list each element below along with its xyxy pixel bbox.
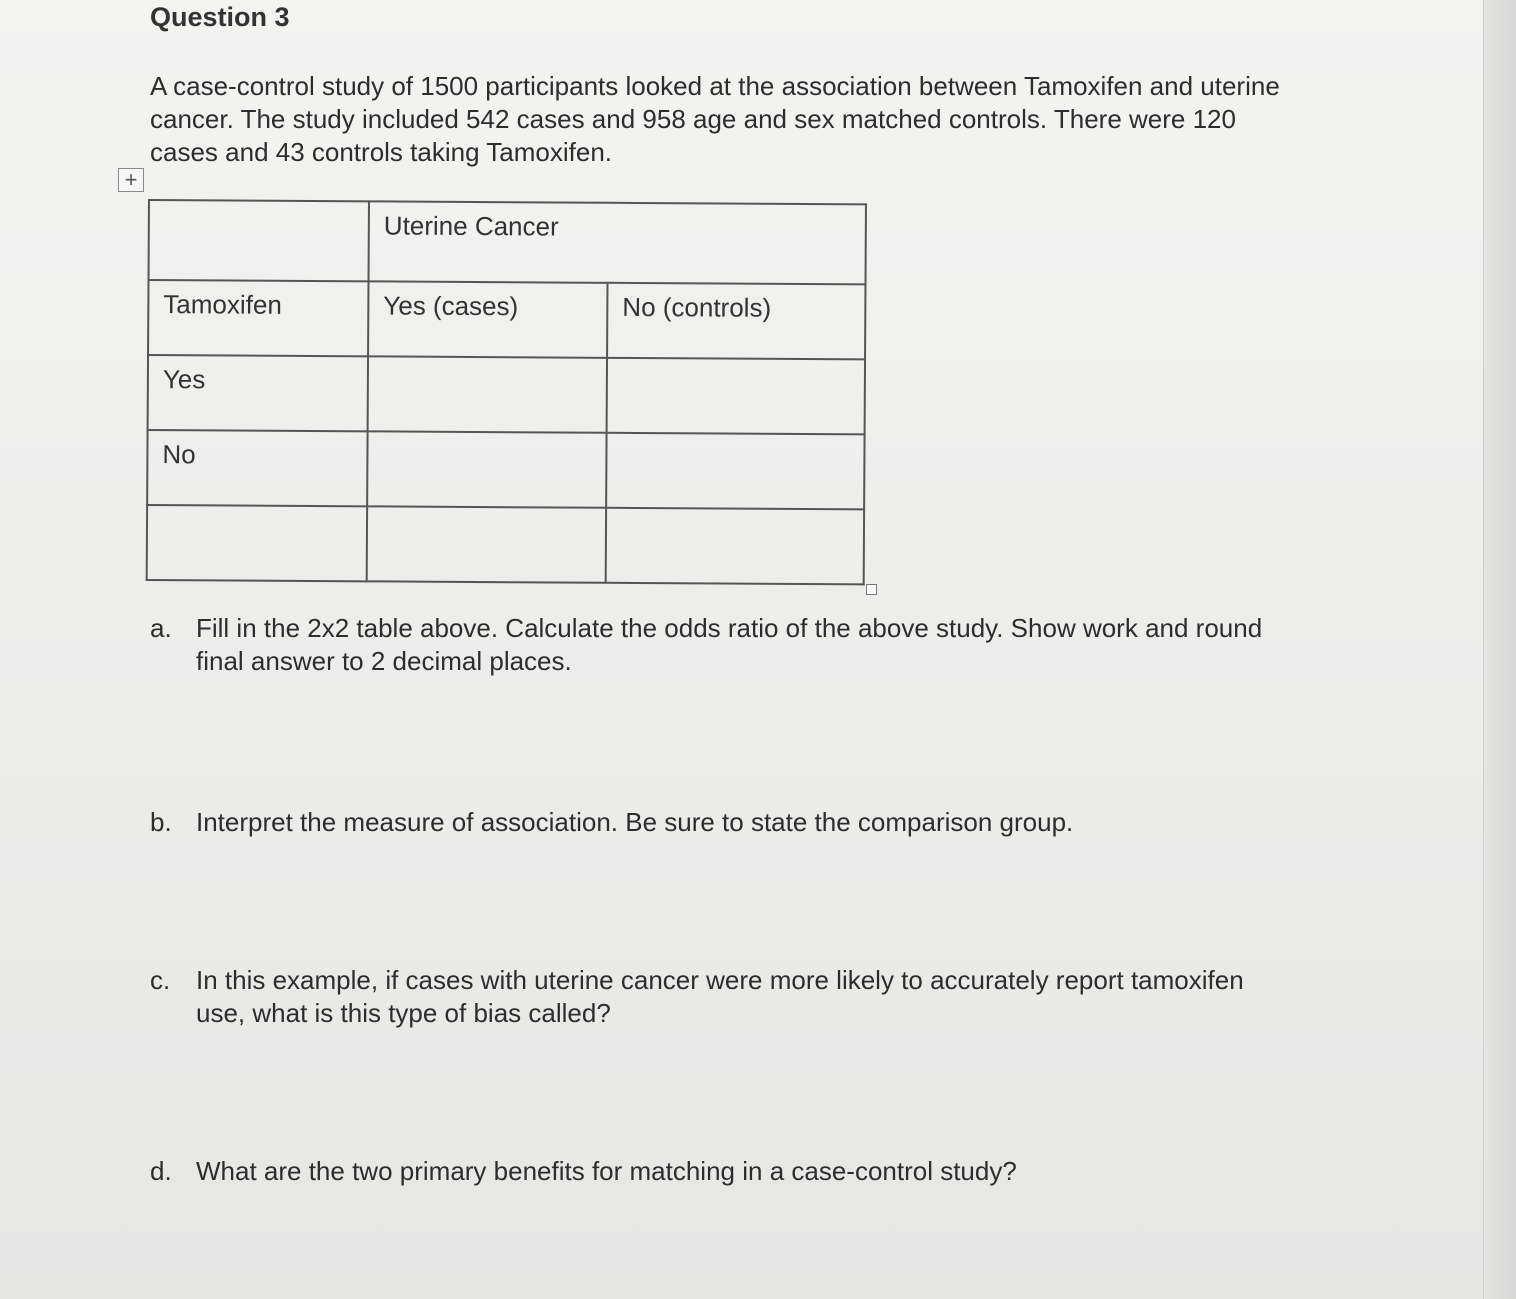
cell-total-cases[interactable] — [367, 506, 606, 582]
question-text: In this example, if cases with uterine cancer were more likely to accurately report tamoxifen use, what is this type of bias called? — [196, 965, 1244, 1028]
question-text: Fill in the 2x2 table above. Calculate the odds ratio of the above study. Show work and round final answer to 2 decimal places. — [196, 613, 1263, 676]
question-label: d. — [150, 1156, 172, 1186]
table-row — [148, 355, 865, 434]
col-yes-cases-header[interactable]: Yes (cases) — [368, 281, 607, 357]
intro-paragraph: A case-control study of 1500 participants looked at the association between Tamoxifen and uterine cancer. The study included 542 cases and 958 age and sex matched controls. There were 120 cases and 43 controls taking Tamoxifen. — [150, 71, 1280, 167]
table-resize-handle[interactable] — [866, 584, 877, 595]
row-no-label[interactable]: No — [147, 430, 367, 506]
table-cell-empty[interactable] — [149, 200, 369, 281]
page-edge-shadow — [1483, 0, 1516, 1299]
question-label: c. — [150, 965, 171, 995]
exposure-header-cell[interactable]: Tamoxifen — [148, 280, 368, 356]
table-row — [148, 280, 865, 359]
question-b — [150, 806, 1286, 839]
question-label: a. — [150, 613, 172, 643]
cell-no-controls[interactable] — [606, 433, 864, 510]
table-row — [149, 200, 866, 284]
table-row — [147, 505, 864, 584]
col-no-controls-header[interactable]: No (controls) — [607, 283, 865, 360]
question-c — [150, 964, 1286, 1030]
question-title: Question 3 — [150, 2, 290, 32]
cell-yes-controls[interactable] — [607, 358, 865, 435]
cell-no-cases[interactable] — [367, 431, 606, 507]
table-row — [147, 430, 864, 509]
contingency-table — [146, 199, 867, 585]
question-text: Interpret the measure of association. Be sure to state the comparison group. — [196, 807, 1074, 837]
table-move-handle-icon[interactable]: + — [118, 168, 144, 192]
cell-yes-cases[interactable] — [368, 356, 607, 432]
cell-total-label[interactable] — [147, 505, 367, 581]
outcome-header-cell[interactable]: Uterine Cancer — [369, 201, 866, 284]
question-text: What are the two primary benefits for matching in a case-control study? — [196, 1156, 1017, 1186]
row-yes-label[interactable]: Yes — [148, 355, 368, 431]
question-d — [150, 1155, 1286, 1188]
cell-total-controls[interactable] — [606, 508, 864, 585]
question-label: b. — [150, 807, 172, 837]
question-a — [150, 612, 1286, 678]
